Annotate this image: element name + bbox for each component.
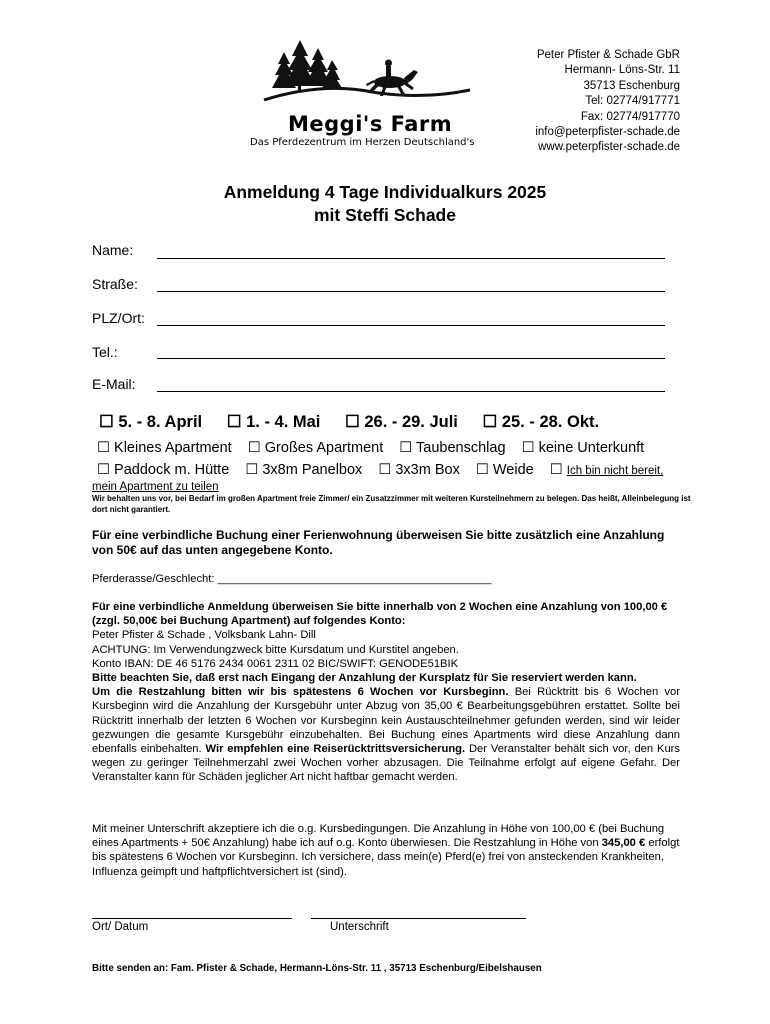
cancellation-text: Bei Rücktritt bis 6 Wochen vor Kursbeginn wird die Anzahlung der Kursgebühr unter Abzug von 35,00 € Bearbeitungsgebühren erstattet. Sollte bei Rücktritt innerhalb der letzten 6 Wochen vor Kursbeginn kein Austauschteilnehmer gefunden werden, sind wir leider gezwungen die gesamte Kursgebühr einzubehalten. Bei Buchung eines Apartments wird diese Anzahlung dann ebenfalls einbehalten. — [92, 686, 680, 756]
street-label: Straße: — [92, 276, 138, 292]
reserve-note: Wir behalten uns vor, bei Bedarf im großen Apartment freie Zimmer/ ein Zusatzzimmer mit weiteren Kursteilnehmern zu belegen. Das heißt, Alleinbelegung ist dort nicht garantiert. — [92, 494, 691, 514]
no-sharing-checkbox[interactable]: ☐ — [549, 462, 563, 478]
tel-field[interactable] — [157, 358, 665, 359]
deposit-apartment-note: Für eine verbindliche Buchung einer Ferienwohnung überweisen Sie bitte zusätzlich eine Anzahlung von 50€ auf das unten angegebene Konto. — [92, 528, 665, 557]
place-date-field[interactable] — [92, 918, 292, 919]
remaining-amount: 345,00 € — [601, 837, 646, 850]
payment-terms — [92, 600, 680, 785]
contact-address — [535, 48, 680, 156]
consent-text — [92, 822, 680, 879]
signature-field[interactable] — [311, 918, 526, 919]
form-title: Anmeldung 4 Tage Individualkurs 2025 — [223, 182, 547, 202]
brand-name: Meggi's Farm — [288, 112, 453, 136]
reservation-note: Bitte beachten Sie, daß erst nach Eingang der Anzahlung der Kursplatz für Sie reserviert werden kann. — [92, 672, 637, 685]
plz-label: PLZ/Ort: — [92, 310, 145, 326]
consent-part1: Mit meiner Unterschrift akzeptiere ich die o.g. Kursbedingungen. Die Anzahlung in Höhe von 100,00 € (bei Buchung eines Apartments + 50€ Anzahlung) habe ich auf o.g. Konto überwiesen. Die Restzahlung in Höhe von — [92, 823, 665, 850]
name-field[interactable] — [157, 258, 665, 259]
send-to-address: Bitte senden an: Fam. Pfister & Schade, Hermann-Löns-Str. 11 , 35713 Eschenburg/Eibelshausen — [92, 963, 542, 974]
brand-tagline: Das Pferdezentrum im Herzen Deutschland's — [250, 137, 475, 148]
tel-label: Tel.: — [92, 344, 118, 360]
horse-pasture[interactable]: ☐ Weide — [475, 462, 534, 478]
form-subtitle: mit Steffi Schade — [314, 205, 456, 225]
email-field[interactable] — [157, 391, 665, 392]
accommodation-large-apartment[interactable]: ☐ Großes Apartment — [247, 440, 384, 456]
plz-field[interactable] — [157, 325, 665, 326]
accommodation-none[interactable]: ☐ keine Unterkunft — [521, 440, 645, 456]
bank-name: Peter Pfister & Schade , Volksbank Lahn- Dill — [92, 629, 316, 642]
course-option-april[interactable]: ☐ 5. - 8. April — [99, 413, 203, 431]
horse-housing-options — [97, 462, 675, 478]
consent-part2: erfolgt bis spätestens 6 Wochen vor Kursbeginn. Ich versichere, dass mein(e) Pferd(e) frei von ansteckenden Krankheiten, Influenza geimpft und haftpflichtversichert ist (sind). — [92, 837, 680, 878]
liability-text: Der Veranstalter behält sich vor, den Kurs wegen zu geringer Teilnehmerzahl zwei Wochen vorher abzusagen. Die Teilnahme erfolgt auf eigene Gefahr. Der Veranstalter kann für Schäden jeglicher Art nicht haftbar gemacht werden. — [92, 743, 681, 784]
address-line: 35713 Eschenburg — [583, 79, 680, 92]
accommodation-small-apartment[interactable]: ☐ Kleines Apartment — [97, 440, 232, 456]
course-dates — [99, 412, 619, 432]
payment-deposit-info: Für eine verbindliche Anmeldung überweisen Sie bitte innerhalb von 2 Wochen eine Anzahlung von 100,00 € (zzgl. 50,00€ bei Buchung Apartment) auf folgendes Konto: — [92, 601, 668, 628]
address-line: www.peterpfister-schade.de — [538, 141, 680, 154]
address-line: info@peterpfister-schade.de — [535, 126, 680, 139]
address-line: Peter Pfister & Schade GbR — [536, 49, 680, 61]
place-date-label: Ort/ Datum — [92, 921, 149, 933]
horse-paddock[interactable]: ☐ Paddock m. Hütte — [97, 462, 230, 478]
address-line: Fax: 02774/917770 — [580, 110, 680, 123]
horse-panelbox[interactable]: ☐ 3x8m Panelbox — [245, 462, 363, 478]
bank-iban: Konto IBAN: DE 46 5176 2434 0061 2311 02 BIC/SWIFT: GENODE51BIK — [92, 657, 459, 670]
no-sharing-label: Ich bin nicht bereit, — [566, 465, 664, 477]
signature-label: Unterschrift — [330, 921, 389, 933]
street-field[interactable] — [157, 291, 665, 292]
horse-box[interactable]: ☐ 3x3m Box — [378, 462, 460, 478]
email-label: E-Mail: — [92, 376, 136, 392]
course-option-may[interactable]: ☐ 1. - 4. Mai — [226, 413, 321, 431]
cancellation-terms — [92, 685, 680, 784]
address-line: Hermann- Löns-Str. 11 — [564, 64, 680, 77]
final-payment-note: Um die Restzahlung bitten wir bis spätestens 6 Wochen vor Kursbeginn. — [92, 686, 509, 699]
farm-logo — [262, 38, 472, 110]
accommodation-options — [97, 440, 656, 456]
accommodation-taubenschlag[interactable]: ☐ Taubenschlag — [399, 440, 506, 456]
payment-reference-note: ACHTUNG: Im Verwendungzweck bitte Kursdatum und Kurstitel angeben. — [92, 643, 459, 656]
horse-breed-field[interactable]: Pferderasse/Geschlecht: ____________________________________________ — [92, 573, 492, 585]
address-line: Tel: 02774/917771 — [585, 95, 680, 108]
name-label: Name: — [92, 242, 134, 258]
course-option-july[interactable]: ☐ 26. - 29. Juli — [344, 413, 458, 431]
no-sharing-label-continued: mein Apartment zu teilen — [92, 481, 219, 493]
insurance-recommendation: Wir empfehlen eine Reiserücktrittsversicherung. — [205, 743, 466, 756]
course-option-october[interactable]: ☐ 25. - 28. Okt. — [482, 413, 600, 431]
